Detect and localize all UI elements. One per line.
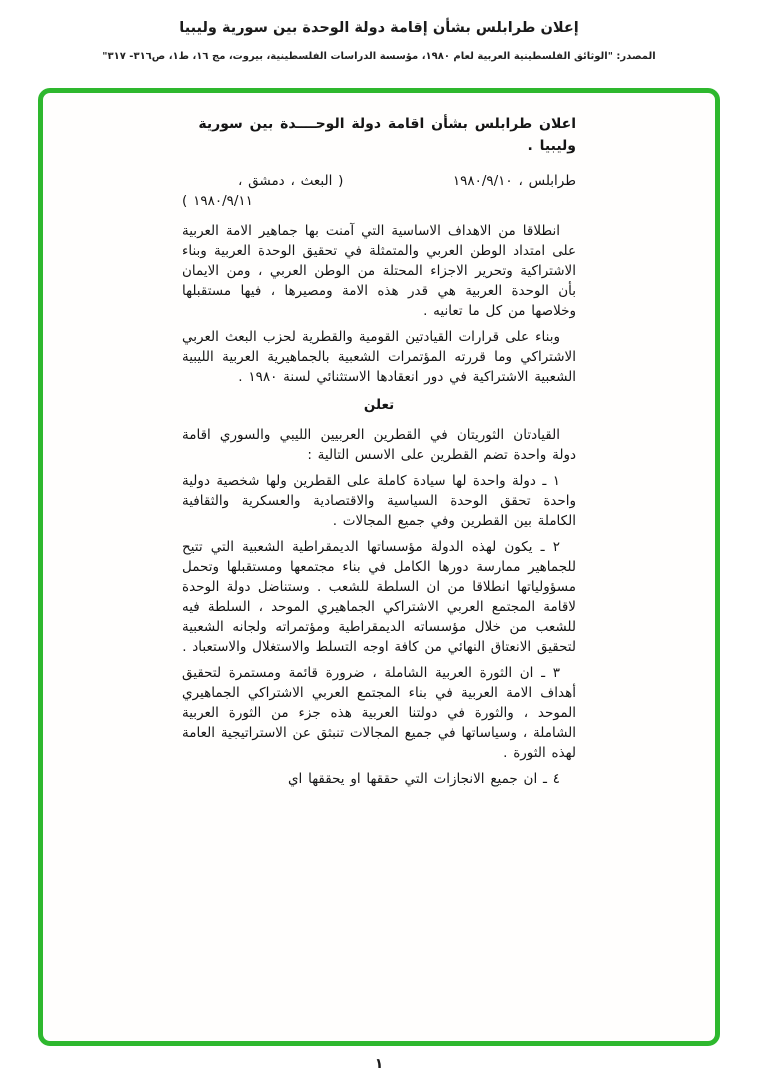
page-number: ١: [374, 1056, 384, 1072]
page-title: إعلان طرابلس بشأن إقامة دولة الوحدة بين سورية وليبيا: [179, 20, 579, 36]
declaration-word: تعلن: [363, 397, 395, 413]
dateline-agency-continued: ١٩٨٠/٩/١١ ): [182, 193, 253, 209]
source-line: المصدر: "الوثائق الفلسطينية العربية لعام ١٩٨٠، مؤسسة الدراسات الفلسطينية، بيروت، مج ١٦، ط١، ص٣١٦- ٣١٧": [102, 51, 656, 62]
document-title: اعلان طرابلس بشأن اقامة دولة الوحــــدة بين سورية وليبيا .: [198, 116, 576, 154]
green-frame: [38, 88, 720, 1046]
intro-paragraph-1: انطلاقا من الاهداف الاساسية التي آمنت بها جماهير الامة العربية على امتداد الوطن العربي والمتمثلة في تحقيق الوحدة العربية وبناء الاشتراكية وتحرير الاجزاء المحتلة من الوطن العربي ، ومن الايمان بأن الوحدة العربية هي قدر هذه الامة ومصيرها ، فيها مستقبلها وخلاصها من كل ما تعانيه .: [182, 223, 576, 319]
dateline-place-date: طرابلس ، ١٩٨٠/٩/١٠: [452, 173, 576, 189]
declaration-item-1: ١ ـ دولة واحدة لها سيادة كاملة على القطرين ولها شخصية دولية واحدة تحقق الوحدة السياسية والاقتصادية والعسكرية والثقافية الكاملة بين القطرين وفي جميع المجالات .: [182, 473, 576, 529]
declaration-item-3: ٣ ـ ان الثورة العربية الشاملة ، ضرورة قائمة ومستمرة لتحقيق أهداف الامة العربية في بناء المجتمع العربي الاشتراكي الجماهيري الموحد ، والثورة في دولتنا العربية هذه جزء من الثورة العربية الشاملة ، وسياساتها في جميع المجالات تنبثق عن الاستراتيجية العامة لهذه الثورة .: [182, 665, 576, 761]
intro-paragraph-2: وبناء على قرارات القيادتين القومية والقطرية لحزب البعث العربي الاشتراكي وما قررته المؤتمرات الشعبية بالجماهيرية العربية الليبية الشعبية الاشتراكية في دور انعقادها الاستثنائي لسنة ١٩٨٠ .: [182, 329, 576, 385]
dateline-agency: ( البعث ، دمشق ،: [238, 173, 344, 189]
document-scan: [182, 113, 576, 789]
declaration-lead: القيادتان الثوريتان في القطرين العربيين الليبي والسوري اقامة دولة واحدة تضم القطرين على الاسس التالية :: [182, 427, 576, 463]
declaration-item-2: ٢ ـ يكون لهذه الدولة مؤسساتها الديمقراطية الشعبية التي تتيح للجماهير ممارسة دورها الكامل في بناء مجتمعها ومستقبلها وتحمل مسؤولياتها انطلاقا من ان السلطة للشعب . وستناضل دولة الوحدة لاقامة المجتمع العربي الاشتراكي الجماهيري الموحد ، السلطة فيه للشعب من خلال مؤسساته الديمقراطية ومؤتمراته ولجانه الشعبية لتحقيق الانعتاق النهائي من كافة اوجه التسلط والاستغلال والاستعباد .: [182, 539, 576, 655]
declaration-item-4: ٤ ـ ان جميع الانجازات التي حققها او يحققها اي: [287, 771, 560, 787]
dateline: [182, 171, 576, 191]
page-footer: [0, 1056, 758, 1072]
page-header: [0, 0, 758, 62]
